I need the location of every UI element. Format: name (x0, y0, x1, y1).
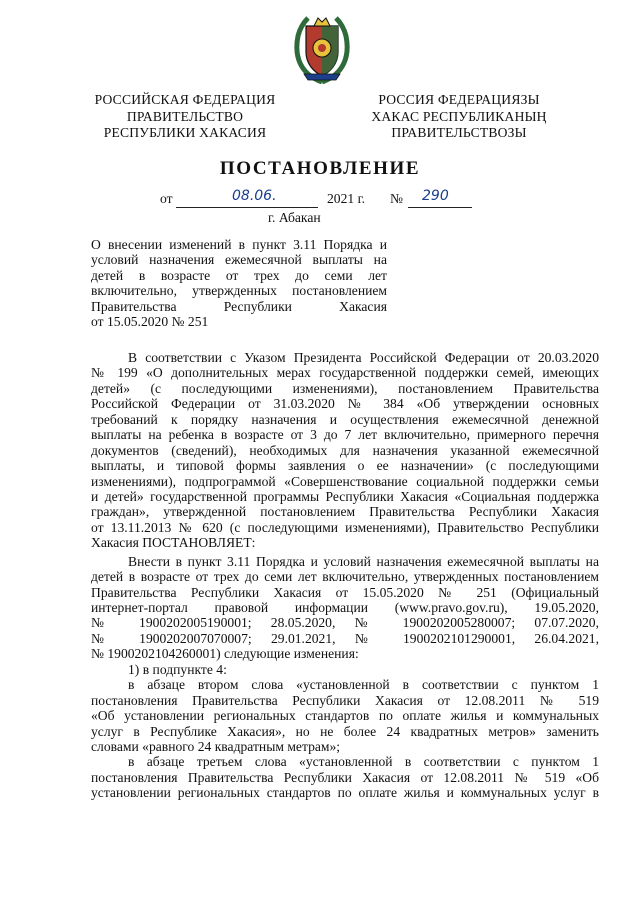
header-right (324, 92, 594, 142)
year-text: 2021 г. (327, 191, 366, 206)
body-line: № 1900202007070007; 29.01.2021, № 1900202101290001, 26.04.2021, (91, 630, 599, 646)
number-underline (408, 207, 472, 208)
date-prefix: от (160, 191, 173, 206)
body-line: словами «равного 24 квадратным метрам»; (91, 738, 341, 754)
body-line: Хакасия ПОСТАНОВЛЯЕТ: (91, 535, 256, 551)
body-line: Российской Федерации от 31.03.2020 № 384 «Об утверждении основных (91, 396, 599, 412)
city-name: г. Абакан (268, 210, 321, 225)
body-line: изменениями), подпрограммой «Совершенствование социальной поддержки семьи (91, 473, 599, 489)
body-line: документов (сведений), необходимых для назначения указанной ежемесячной (91, 442, 599, 458)
header-left-line: ПРАВИТЕЛЬСТВО (126, 108, 244, 124)
subject-line: Правительства Республики Хакасия (91, 298, 387, 314)
body-line: № 199 «О дополнительных мерах государственной поддержки семей, имеющих (91, 365, 599, 381)
subject-line: детей в возрасте от трех до семи лет (91, 267, 387, 283)
body-line: Правительства Республики Хакасия от 15.05.2020 № 251 (Официальный (91, 584, 599, 600)
body-line: в абзаце втором слова «установленной в соответствии с пунктом 1 (128, 677, 599, 693)
body-line: детей» (с последующими изменениями), постановлением Правительства (91, 380, 599, 396)
body-line: требований к порядку назначения и осуществления ежемесячной денежной (91, 411, 599, 427)
body-line: постановления Правительства Республики Хакасия от 12.08.2011 № 519 (91, 692, 599, 708)
handwritten-date: 08.06. (232, 188, 277, 204)
body-line: от 13.11.2013 № 620 (с последующими изменениями), Правительство Республики (91, 519, 599, 535)
body-line: и детей» государственной программы Республики Хакасия «Социальная поддержка (91, 488, 599, 504)
number-sign: № (390, 191, 403, 206)
body-line: № 1900202005190001; 28.05.2020, № 1900202005280007; 07.07.2020, (91, 615, 599, 631)
body-line: интернет-портал правовой информации (www.pravo.gov.ru), 19.05.2020, (91, 600, 599, 615)
header-right-line: РОССИЯ ФЕДЕРАЦИЯЗЫ (378, 92, 540, 107)
body-line: «Об установлении региональных стандартов по оплате жилья и коммунальных (91, 708, 599, 724)
document-subject (91, 237, 387, 329)
paragraph-amendment (91, 554, 599, 662)
header-right-line: ХАКАС РЕСПУБЛИКАНЫҢ (371, 108, 547, 124)
paragraph-abzac-3 (91, 754, 599, 800)
body-line: выплаты, и типовой формы заявления о ее назначении» (с последующими (91, 458, 599, 474)
body-line: постановления Правительства Республики Хакасия от 12.08.2011 № 519 «Об (91, 769, 599, 785)
document-title: ПОСТАНОВЛЕНИЕ (219, 158, 421, 179)
body-line: детей в возрасте от трех до семи лет включительно, утвержденных постановлением (91, 569, 599, 585)
handwritten-number: 290 (422, 188, 449, 204)
header-left (50, 92, 320, 142)
list-item-1: 1) в подпункте 4: (128, 661, 227, 677)
body-line: Внести в пункт 3.11 Порядка и условий назначения ежемесячной выплаты на (128, 553, 599, 569)
coat-of-arms-icon (290, 12, 354, 84)
body-line: услуг в Республике Хакасия», но не более 24 квадратных метров» заменить (91, 723, 599, 739)
subject-line: условий назначения ежемесячной выплаты на (91, 252, 387, 268)
body-line: В соответствии с Указом Президента Российской Федерации от 20.03.2020 (128, 350, 599, 365)
document-body (91, 350, 599, 801)
paragraph-abzac-2 (91, 677, 599, 754)
subject-line: О внесении изменений в пункт 3.11 Порядка и (91, 237, 387, 252)
header-left-line: РЕСПУБЛИКИ ХАКАСИЯ (103, 125, 267, 140)
body-line: установлении региональных стандартов по оплате жилья и коммунальных услуг в (91, 785, 599, 801)
date-underline (176, 207, 318, 208)
subject-line: включительно, утвержденных постановлением (91, 283, 387, 299)
header-left-line: РОССИЙСКАЯ ФЕДЕРАЦИЯ (94, 92, 276, 107)
subject-line: от 15.05.2020 № 251 (91, 314, 209, 330)
body-line: в абзаце третьем слова «установленной в соответствии с пунктом 1 (128, 754, 599, 770)
paragraph-preamble (91, 350, 599, 551)
header-right-line: ПРАВИТЕЛЬСТВОЗЫ (391, 125, 527, 140)
body-line: граждан», утвержденной постановлением Правительства Республики Хакасия (91, 504, 599, 520)
body-line: № 1900202104260001) следующие изменения: (91, 646, 359, 662)
body-line: выплаты на ребенка в возрасте от 3 до 7 лет включительно, примерного перечня (91, 427, 599, 443)
